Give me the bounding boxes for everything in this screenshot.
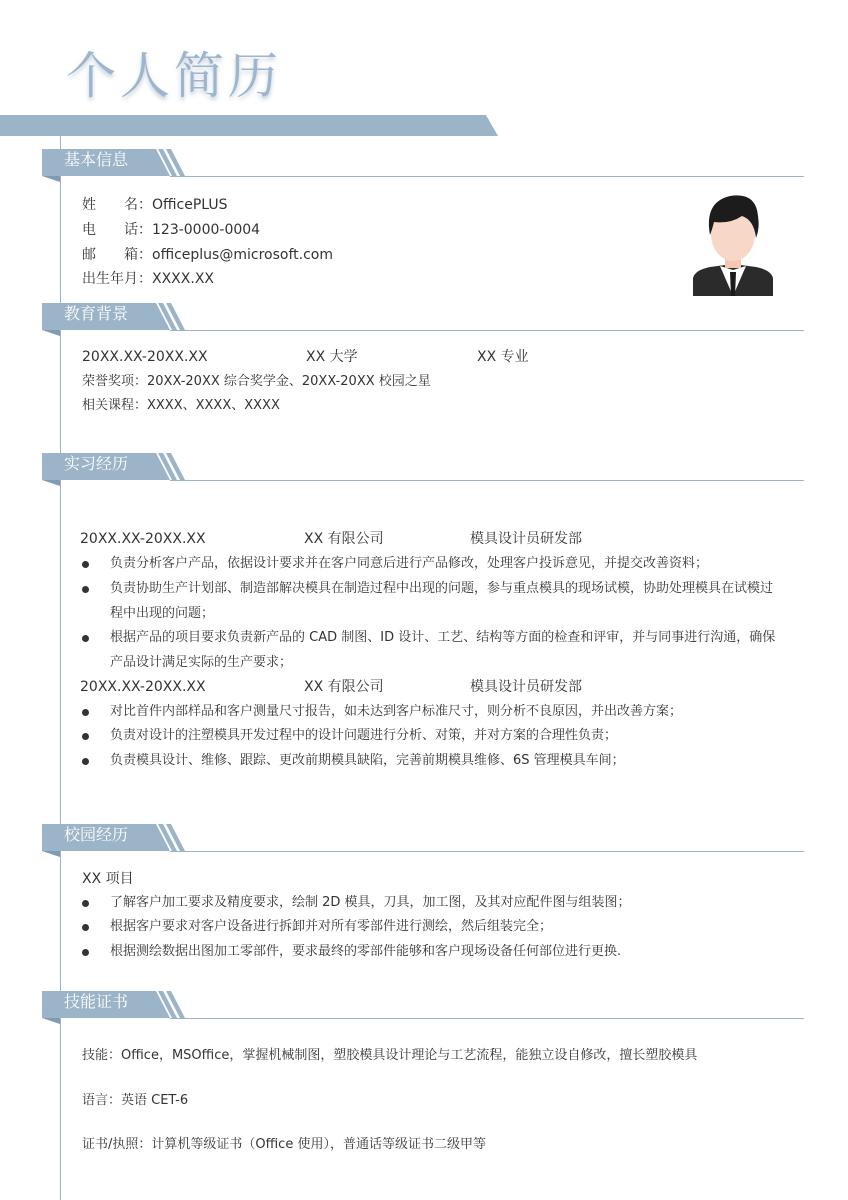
education-major: XX 专业 [477,349,529,365]
list-item [82,626,782,675]
basic-email: 邮 箱：officeplus@microsoft.com [82,247,333,263]
list-item [82,577,782,626]
education-courses: 相关课程：XXXX、XXXX、XXXX [82,398,280,413]
list-item [82,891,782,916]
section-title: 基本信息 [64,150,129,169]
list-item-text: 负责分析客户产品，依据设计要求并在客户同意后进行产品修改，处理客户投诉意见，并提交改善资料； [110,556,709,571]
bullet-dot [82,709,89,716]
section-header-shape [42,450,804,488]
list-item-text: 根据客户要求对客户设备进行拆卸并对所有零部件进行测绘，然后组装完全； [110,919,553,934]
internship-company: XX 有限公司 [304,679,384,695]
education-awards: 荣誉奖项：20XX-20XX 综合奖学金、20XX-20XX 校园之星 [82,374,431,389]
skills-certificate: 证书/执照：计算机等级证书（Office 使用），普通话等级证书二级甲等 [82,1137,486,1152]
skills-skill: 技能：Office，MSOffice，掌握机械制图，塑胶模具设计理论与工艺流程，能独立设自修改，擅长塑胶模具 [82,1048,698,1063]
internship-period: 20XX.XX-20XX.XX [80,531,206,547]
section-header-shape [42,821,804,859]
page-title: 个人简历 [66,47,282,105]
avatar [690,190,776,296]
list-item-text: 对比首件内部样品和客户测量尺寸报告，如未达到客户标准尺寸，则分析不良原因，并出改善方案； [110,704,683,719]
section-header-shape [42,300,804,338]
section-header-shape [42,988,804,1026]
campus-project: XX 项目 [82,871,134,887]
education-period: 20XX.XX-20XX.XX [82,349,208,365]
education-row [82,347,782,367]
bullet-dot [82,949,89,956]
title-banner [0,115,498,136]
section-title: 实习经历 [64,454,129,473]
list-item-text: 负责模具设计、维修、跟踪、更改前期模具缺陷，完善前期模具维修、6S 管理模具车间； [110,753,625,768]
list-item-text: 负责对设计的注塑模具开发过程中的设计问题进行分析、对策，并对方案的合理性负责； [110,728,618,743]
list-item [82,940,782,965]
bullet-dot [82,586,89,593]
bullet-dot [82,733,89,740]
internship-period: 20XX.XX-20XX.XX [80,679,206,695]
timeline-line [60,136,61,1200]
list-item [82,915,782,940]
list-item-text: 根据产品的项目要求负责新产品的 CAD 制图、ID 设计、工艺、结构等方面的检查和评审，并与同事进行沟通，确保产品设计满足实际的生产要求； [110,630,776,670]
internship-role: 模具设计员研发部 [470,679,582,695]
list-item-text: 根据测绘数据出图加工零部件，要求最终的零部件能够和客户现场设备任何部位进行更换. [110,944,622,959]
internship-1-row [80,529,780,549]
list-item [82,700,782,725]
bullet-dot [82,635,89,642]
section-header-internship [42,450,804,488]
internship-role: 模具设计员研发部 [470,531,582,547]
list-item-text: 负责协助生产计划部、制造部解决模具在制造过程中出现的问题，参与重点模具的现场试模，协助处理模具在试模过程中出现的问题； [110,581,774,621]
section-header-shape [42,146,804,184]
section-header-basic [42,146,804,184]
bullet-dot [82,900,89,907]
section-title: 教育背景 [64,304,129,323]
section-title: 校园经历 [64,825,129,844]
list-item [82,749,782,774]
section-header-education [42,300,804,338]
basic-phone: 电 话：123-0000-0004 [82,222,261,238]
basic-birth: 出生年月：XXXX.XX [82,271,214,287]
basic-name: 姓 名：OfficePLUS [82,197,228,213]
education-school: XX 大学 [306,349,358,365]
internship-2-row [80,677,780,697]
skills-language: 语言：英语 CET-6 [82,1093,189,1108]
section-header-campus [42,821,804,859]
section-header-skills [42,988,804,1026]
list-item [82,724,782,749]
bullet-dot [82,924,89,931]
list-item [82,552,782,577]
list-item-text: 了解客户加工要求及精度要求，绘制 2D 模具，刀具，加工图，及其对应配件图与组装图； [110,895,631,910]
bullet-dot [82,758,89,765]
bullet-dot [82,561,89,568]
section-title: 技能证书 [64,992,129,1011]
internship-company: XX 有限公司 [304,531,384,547]
